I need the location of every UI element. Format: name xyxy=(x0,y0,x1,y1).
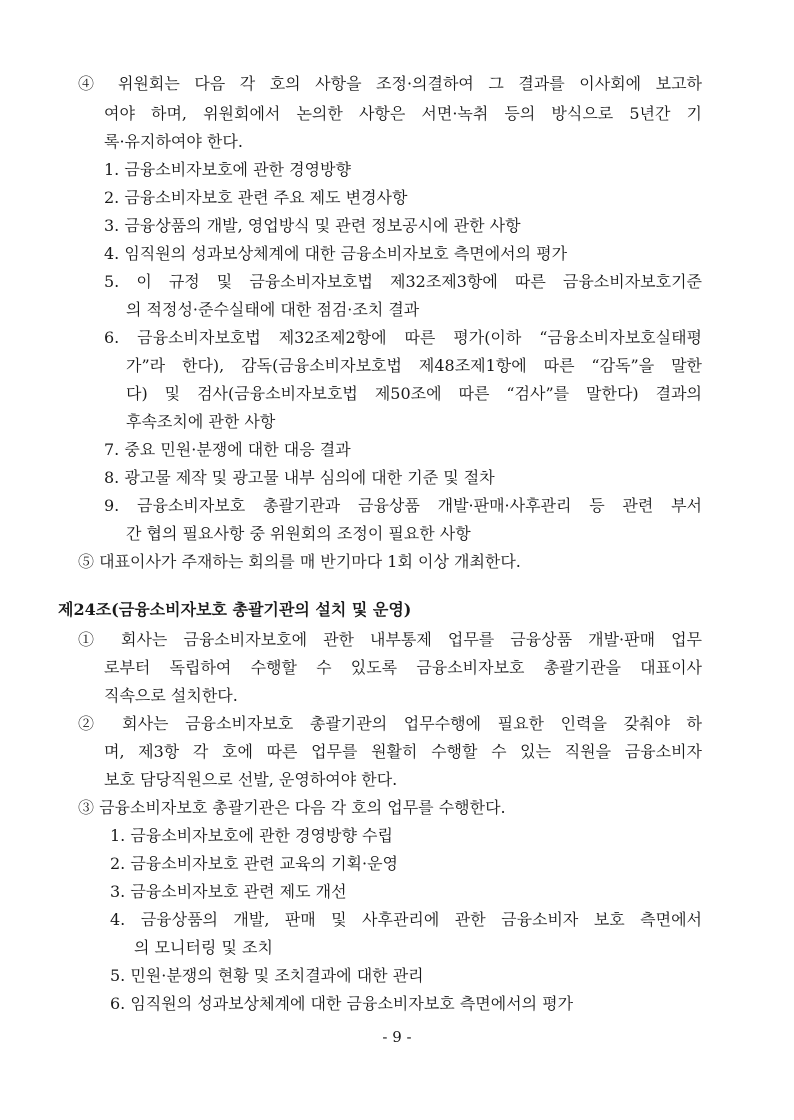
list-item-5-line-2: 의 적정성·준수실태에 대한 점검·조치 결과 xyxy=(126,300,420,319)
art24-list-item-4-line-2: 의 모니터링 및 조치 xyxy=(134,938,273,957)
list-item-4: 4. 임직원의 성과보상체계에 대한 금융소비자보호 측면에서의 평가 xyxy=(104,244,568,263)
art24-list-item-6: 6. 임직원의 성과보상체계에 대한 금융소비자보호 측면에서의 평가 xyxy=(110,994,574,1013)
art24-para-3: ③ 금융소비자보호 총괄기관은 다음 각 호의 업무를 수행한다. xyxy=(78,798,506,817)
art24-list-item-1: 1. 금융소비자보호에 관한 경영방향 수립 xyxy=(110,826,393,845)
list-item-8: 8. 광고물 제작 및 광고물 내부 심의에 대한 기준 및 절차 xyxy=(104,468,495,487)
list-item-6-line-4: 후속조치에 관한 사항 xyxy=(126,412,276,431)
list-item-3: 3. 금융상품의 개발, 영업방식 및 관련 정보공시에 관한 사항 xyxy=(104,216,521,235)
list-item-5-line-1: 5. 이 규정 및 금융소비자보호법 제32조제3항에 따른 금융소비자보호기준 xyxy=(104,272,702,291)
article-24-heading: 제24조(금융소비자보호 총괄기관의 설치 및 운영) xyxy=(58,600,412,619)
para-4-line-1: ④ 위원회는 다음 각 호의 사항을 조정·의결하여 그 결과를 이사회에 보고하 xyxy=(78,74,702,93)
list-item-1: 1. 금융소비자보호에 관한 경영방향 xyxy=(104,160,351,179)
page-number: - 9 - xyxy=(382,1028,412,1046)
art24-para-1-line-2: 로부터 독립하여 수행할 수 있도록 금융소비자보호 총괄기관을 대표이사 xyxy=(104,658,702,677)
list-item-7: 7. 중요 민원·분쟁에 대한 대응 결과 xyxy=(104,440,351,459)
art24-para-2-line-1: ② 회사는 금융소비자보호 총괄기관의 업무수행에 필요한 인력을 갖춰야 하 xyxy=(78,714,702,733)
para-5: ⑤ 대표이사가 주재하는 회의를 매 반기마다 1회 이상 개최한다. xyxy=(78,552,521,571)
art24-list-item-2: 2. 금융소비자보호 관련 교육의 기획·운영 xyxy=(110,854,398,873)
para-4-line-3: 록·유지하여야 한다. xyxy=(104,132,243,151)
list-item-6-line-3: 다) 및 검사(금융소비자보호법 제50조에 따른 “검사”를 말한다) 결과의 xyxy=(126,384,702,403)
art24-para-2-line-2: 며, 제3항 각 호에 따른 업무를 원활히 수행할 수 있는 직원을 금융소비자 xyxy=(104,742,702,761)
art24-para-2-line-3: 보호 담당직원으로 선발, 운영하여야 한다. xyxy=(104,770,398,789)
para-4-line-2: 여야 하며, 위원회에서 논의한 사항은 서면·녹취 등의 방식으로 5년간 기 xyxy=(104,104,702,123)
art24-para-1-line-1: ① 회사는 금융소비자보호에 관한 내부통제 업무를 금융상품 개발·판매 업무 xyxy=(78,630,702,649)
art24-list-item-5: 5. 민원·분쟁의 현황 및 조치결과에 대한 관리 xyxy=(110,966,424,985)
list-item-9-line-2: 간 협의 필요사항 중 위원회의 조정이 필요한 사항 xyxy=(126,524,471,543)
art24-list-item-4-line-1: 4. 금융상품의 개발, 판매 및 사후관리에 관한 금융소비자 보호 측면에서 xyxy=(110,910,702,929)
list-item-9-line-1: 9. 금융소비자보호 총괄기관과 금융상품 개발·판매·사후관리 등 관련 부서 xyxy=(104,496,702,515)
art24-list-item-3: 3. 금융소비자보호 관련 제도 개선 xyxy=(110,882,347,901)
list-item-6-line-1: 6. 금융소비자보호법 제32조제2항에 따른 평가(이하 “금융소비자보호실태평 xyxy=(104,328,702,347)
art24-para-1-line-3: 직속으로 설치한다. xyxy=(104,686,238,705)
list-item-2: 2. 금융소비자보호 관련 주요 제도 변경사항 xyxy=(104,188,408,207)
list-item-6-line-2: 가”라 한다), 감독(금융소비자보호법 제48조제1항에 따른 “감독”을 말한 xyxy=(126,356,702,375)
